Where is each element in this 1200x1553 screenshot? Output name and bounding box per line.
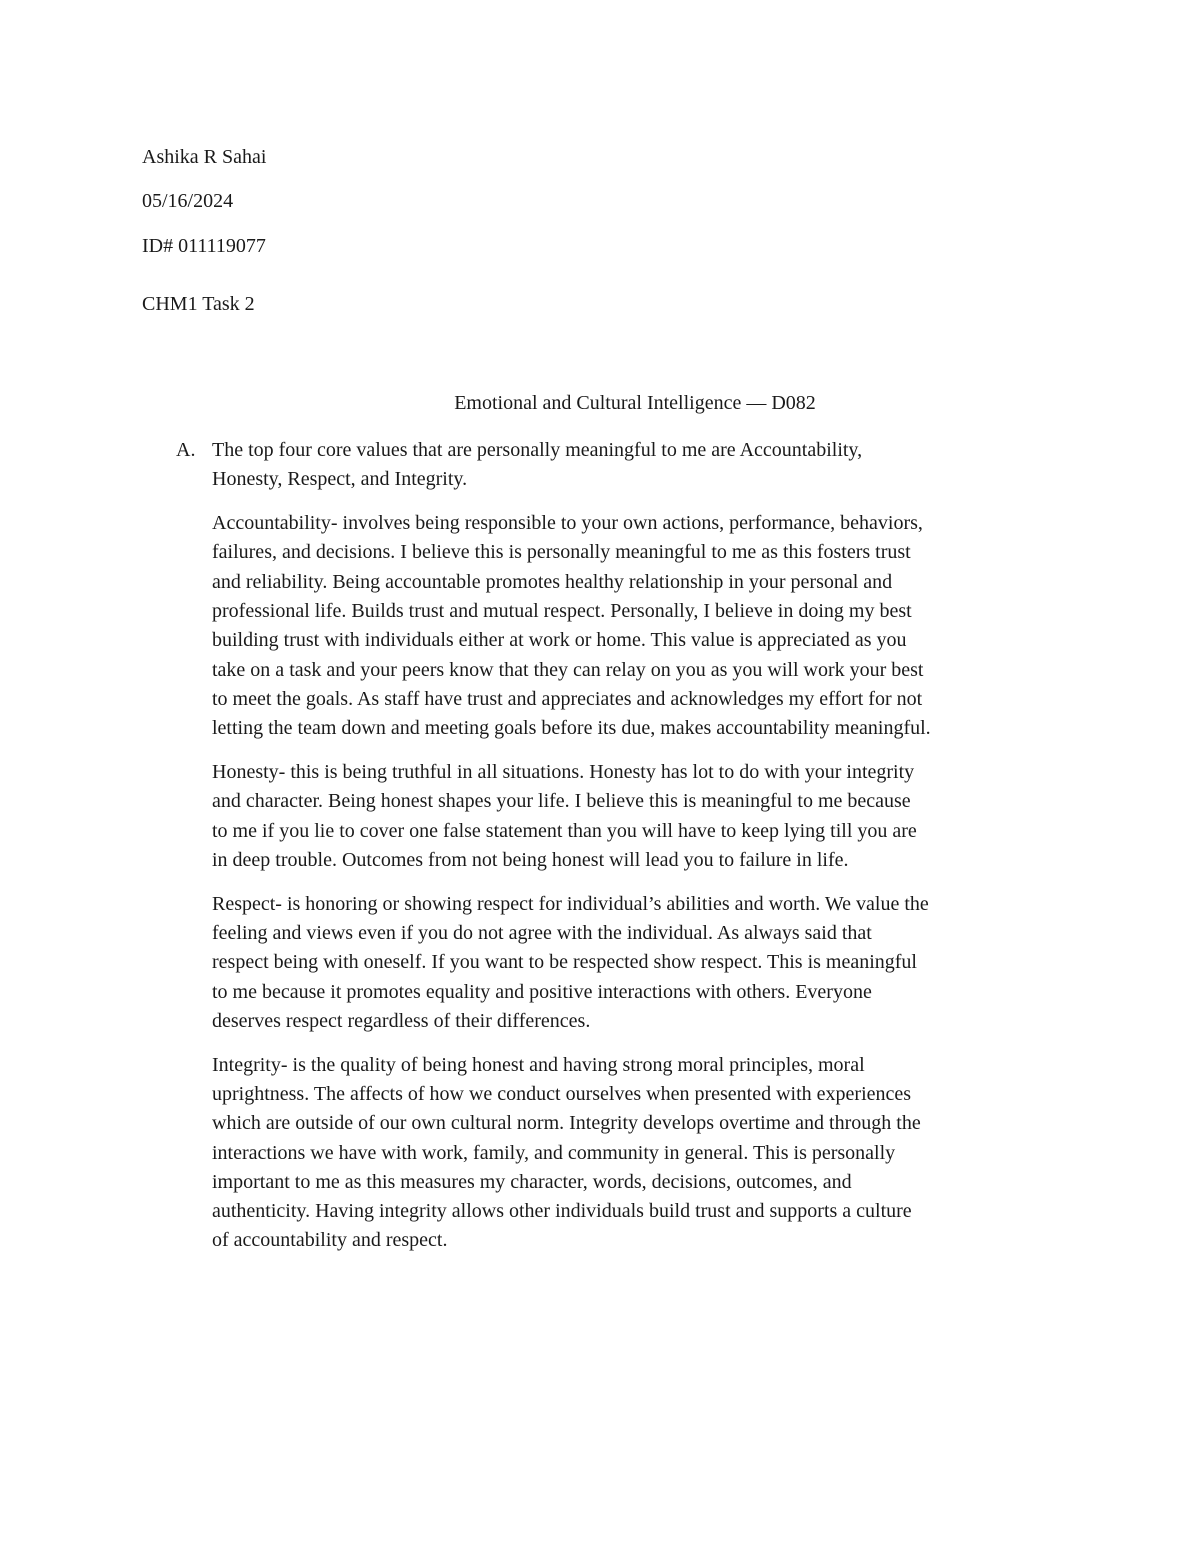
document-body — [212, 436, 1072, 1270]
text-line: deserves respect regardless of their differences. — [212, 1009, 591, 1032]
accountability-paragraph — [212, 509, 1072, 743]
text-line: Accountability- involves being responsible to your own actions, performance, behaviors, — [212, 512, 923, 535]
student-id: ID# 011119077 — [142, 235, 266, 257]
text-line: to me if you lie to cover one false statement than you will have to keep lying till you are — [212, 819, 917, 842]
text-line: feeling and views even if you do not agree with the individual. As always said that — [212, 921, 872, 944]
text-line: of accountability and respect. — [212, 1229, 448, 1252]
text-line: authenticity. Having integrity allows other individuals build trust and supports a culture — [212, 1200, 912, 1223]
task-label: CHM1 Task 2 — [142, 293, 255, 315]
text-line: interactions we have with work, family, and community in general. This is personally — [212, 1141, 896, 1164]
text-line: Honesty- this is being truthful in all situations. Honesty has lot to do with your integrity — [212, 760, 915, 783]
text-line: letting the team down and meeting goals before its due, makes accountability meaningful. — [212, 717, 931, 740]
document-title: Emotional and Cultural Intelligence — D082 — [454, 392, 816, 414]
text-line: professional life. Builds trust and mutual respect. Personally, I believe in doing my best — [212, 599, 912, 622]
text-line: take on a task and your peers know that they can relay on you as you will work your best — [212, 658, 924, 681]
text-line: respect being with oneself. If you want to be respected show respect. This is meaningful — [212, 951, 917, 974]
text-line: The top four core values that are personally meaningful to me are Accountability, — [212, 439, 863, 461]
document-date: 05/16/2024 — [142, 190, 234, 212]
text-line: which are outside of our own cultural norm. Integrity develops overtime and through the — [212, 1112, 921, 1135]
text-line: building trust with individuals either at work or home. This value is appreciated as you — [212, 629, 907, 652]
text-line: to me because it promotes equality and positive interactions with others. Everyone — [212, 980, 872, 1003]
text-line: and reliability. Being accountable promotes healthy relationship in your personal and — [212, 570, 893, 593]
text-line: important to me as this measures my character, words, decisions, outcomes, and — [212, 1170, 852, 1193]
respect-paragraph — [212, 890, 1072, 1036]
author-name: Ashika R Sahai — [142, 146, 267, 168]
integrity-paragraph — [212, 1051, 1072, 1256]
text-line: and character. Being honest shapes your life. I believe this is meaningful to me because — [212, 790, 911, 813]
text-line: failures, and decisions. I believe this is personally meaningful to me as this fosters trust — [212, 541, 911, 564]
text-line: to meet the goals. As staff have trust and appreciates and acknowledges my effort for not — [212, 687, 923, 710]
list-marker: A. — [176, 439, 196, 461]
text-line: Respect- is honoring or showing respect for individual’s abilities and worth. We value the — [212, 892, 929, 915]
intro-paragraph — [212, 436, 1072, 495]
text-line: Honesty, Respect, and Integrity. — [212, 468, 468, 491]
text-line: Integrity- is the quality of being honest and having strong moral principles, moral — [212, 1053, 865, 1076]
text-line: in deep trouble. Outcomes from not being honest will lead you to failure in life. — [212, 848, 849, 871]
text-line: uprightness. The affects of how we conduct ourselves when presented with experiences — [212, 1082, 912, 1105]
honesty-paragraph — [212, 758, 1072, 875]
